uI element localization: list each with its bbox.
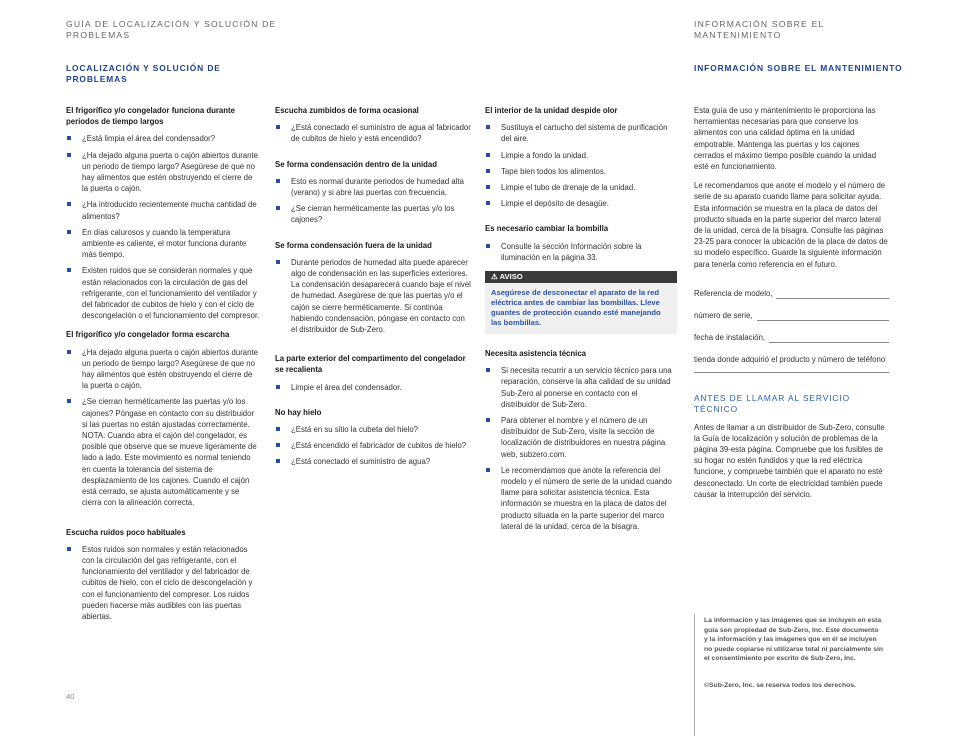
list-item: Existen ruidos que se consideran normales y que están relacionados con la circulación de gas del refrigerante, con el funcionamiento del ventilador y del fabricador de cubitos de hielo y con el ciclo de descongelación o el funcionamiento del compresor.	[66, 265, 260, 321]
list-buzzing	[275, 122, 471, 144]
copyright: ©Sub-Zero, Inc. se reserva todos los derechos.	[704, 682, 856, 689]
bullet-icon	[67, 547, 71, 551]
heading-runs-long: El frigorífico y/o congelador funciona durante periodos de tiempo largos	[66, 106, 235, 127]
before-calling-title: ANTES DE LLAMAR AL SERVICIO TÉCNICO	[694, 392, 851, 414]
list-item: Limpie el tubo de drenaje de la unidad.	[485, 182, 677, 193]
list-item: Limpie el área del condensador.	[275, 382, 471, 393]
bullet-icon	[486, 244, 490, 248]
bullet-icon	[276, 443, 280, 447]
list-runs-long	[66, 133, 260, 321]
list-bulb	[485, 241, 677, 263]
divider	[694, 614, 695, 736]
bullet-icon	[486, 201, 490, 205]
list-item: Estos ruidos son normales y están relacionados con la circulación del gas refrigerante, con el funcionamiento del ventilador y del fabricador de cubitos de hielo, con el ciclo de descongelación y con el funcionamiento del compresor. Los ruidos pueden hacerse más audibles con las puertas abiertas.	[66, 544, 260, 622]
warning-label: ⚠ AVISO	[485, 271, 677, 283]
bullet-icon	[276, 385, 280, 389]
list-item: ¿Ha dejado alguna puerta o cajón abiertos durante un periodo de tiempo largo? Asegúrese de que no hay alimentos que estén obstruyendo el cierre de la puerta o cajón.	[66, 150, 260, 195]
list-no-ice	[275, 424, 471, 468]
list-freezer-warm	[275, 382, 471, 393]
list-condensation-inside	[275, 176, 471, 226]
maintenance-paragraph-1: Esta guía de uso y mantenimiento le proporciona las herramientas necesarias para que conserve los alimentos con una calidad óptima en la unidad empotrable. Mantenga las puertas y los cajones cerrados el máximo tiempo posible cuando la unidad esté en funcionamiento.	[694, 106, 877, 172]
list-item: Consulte la sección Información sobre la iluminación en la página 33.	[485, 241, 677, 263]
bullet-icon	[67, 399, 71, 403]
model-reference-field: Referencia de modelo,	[694, 288, 889, 299]
bullet-icon	[486, 185, 490, 189]
install-date-field: fecha de instalación,	[694, 332, 889, 343]
list-item: ¿Ha dejado alguna puerta o cajón abiertos durante un periodo de tiempo largo? Asegúrese de que no hay alimentos que estén obstruyendo el cierre de la puerta o cajón.	[66, 347, 260, 392]
bullet-icon	[486, 468, 490, 472]
page-number: 40	[66, 692, 75, 701]
store-phone-field: tienda donde adquirió el producto y número de teléfono	[694, 354, 889, 372]
list-item: Esto es normal durante periodos de humedad alta (verano) y si abre las puertas con frecuencia.	[275, 176, 471, 198]
heading-odor: El interior de la unidad despide olor	[485, 106, 618, 115]
bullet-icon	[276, 125, 280, 129]
list-item: Limpie el depósito de desagüe.	[485, 198, 677, 209]
heading-technical-assistance: Necesita asistencia técnica	[485, 349, 586, 359]
list-item: ¿Está encendido el fabricador de cubitos de hielo?	[275, 440, 471, 451]
heading-no-ice: No hay hielo	[275, 407, 322, 417]
bullet-icon	[486, 368, 490, 372]
running-header-left: GUÍA DE LOCALIZACIÓN Y SOLUCIÓN DE PROBLEMAS	[66, 19, 277, 40]
list-item: ¿Ha introducido recientemente mucha cantidad de alimentos?	[66, 199, 260, 221]
bullet-icon	[486, 153, 490, 157]
section-title: LOCALIZACIÓN Y SOLUCIÓN DE PROBLEMAS	[66, 63, 221, 84]
bullet-icon	[67, 202, 71, 206]
list-item: ¿Está en su sitio la cubeta del hielo?	[275, 424, 471, 435]
bullet-icon	[486, 125, 490, 129]
bullet-icon	[67, 136, 71, 140]
list-frost	[66, 347, 260, 509]
list-item: Limpie a fondo la unidad.	[485, 150, 677, 161]
list-item: Si necesita recurrir a un servicio técnico para una reparación, conserve la alta calidad de su unidad Sub-Zero al ponerse en contacto con el distribuidor de Sub-Zero.	[485, 365, 677, 410]
list-item: Le recomendamos que anote la referencia del modelo y el número de serie de la unidad cuando llame para solicitar asistencia técnica. Esta información se muestra en la placa de datos del producto situada en la parte superior del marco lateral de la unidad, cerca de la bisagra.	[485, 465, 677, 532]
list-item: Para obtener el nombre y el número de un distribuidor de Sub-Zero, visite la sección de localización de distribuidores en nuestra página web, subzero.com.	[485, 415, 677, 460]
column-4	[694, 105, 889, 508]
legal-notice: La información y las imágenes que se incluyen en esta guía son propiedad de Sub-Zero, Inc. Este documento y la información y las imágenes que en él se incluyen no puede copiarse ni utilizarse total ni parcialmente sin el consentimiento por escrito de Sub-Zero, Inc.	[704, 617, 884, 662]
bullet-icon	[67, 153, 71, 157]
heading-bulb: Es necesario cambiar la bombilla	[485, 224, 609, 234]
bullet-icon	[276, 179, 280, 183]
list-item: Sustituya el cartucho del sistema de purificación del aire.	[485, 122, 677, 144]
maintenance-title: INFORMACIÓN SOBRE EL MANTENIMIENTO	[694, 63, 903, 73]
heading-unusual-noise: Escucha ruidos poco habituales	[66, 527, 186, 537]
heading-frost: El frigorífico y/o congelador forma escarcha	[66, 330, 230, 340]
bullet-icon	[67, 350, 71, 354]
column-1	[66, 105, 260, 630]
column-3	[485, 105, 677, 540]
list-item: Durante periodos de humedad alta puede aparecer algo de condensación en las superficies exteriores. La condensación desaparecerá cuando baje el nivel de humedad. Asegúrese de que las puertas y/o el cajón se cierre herméticamente. Si continúa habiendo condensación, póngase en contacto con el distribuidor de Sub-Zero.	[275, 257, 471, 335]
bullet-icon	[276, 206, 280, 210]
list-item: Tape bien todos los alimentos.	[485, 166, 677, 177]
list-item: ¿Está conectado el suministro de agua?	[275, 456, 471, 467]
heading-freezer-warm: La parte exterior del compartimento del congelador se recalienta	[275, 354, 466, 375]
list-technical-assistance	[485, 365, 677, 532]
list-condensation-outside	[275, 257, 471, 335]
bullet-icon	[276, 260, 280, 264]
warning-box	[485, 271, 677, 334]
serial-number-field: número de serie,	[694, 310, 889, 321]
list-item: En días calurosos y cuando la temperatura ambiente es caliente, el motor funciona durante más tiempo.	[66, 227, 260, 261]
list-item: ¿Está limpia el área del condensador?	[66, 133, 260, 144]
running-header-right: INFORMACIÓN SOBRE EL MANTENIMIENTO	[694, 19, 825, 40]
list-unusual-noise	[66, 544, 260, 622]
bullet-icon	[276, 427, 280, 431]
bullet-icon	[276, 459, 280, 463]
list-item: ¿Se cierran herméticamente las puertas y/o los cajones?	[275, 203, 471, 225]
heading-buzzing: Escucha zumbidos de forma ocasional	[275, 106, 419, 115]
column-2	[275, 105, 471, 476]
list-odor	[485, 122, 677, 209]
list-item: ¿Se cierran herméticamente las puertas y/o los cajones? Póngase en contacto con su distribuidor si las puertas no están ajustadas correctamente. NOTA: Cuando abra el cajón del congelador, es posible que observe que se mueve ligeramente de lado a lado. Este movimiento es normal teniendo en cuenta la tolerancia del sistema de desplazamiento de los cajones. Cuando el cajón está cerrado, se ajusta automáticamente y se cierra con la alineación correcta.	[66, 396, 260, 508]
before-calling-paragraph: Antes de llamar a un distribuidor de Sub-Zero, consulte la Guía de localización y solución de problemas de la página 39-esta página. Compruebe que los fusibles de su hogar no estén fundidos y que la red eléctrica funcione, y compruebe también que el aparato no esté desconectado. Un corte de electricidad también puede causar la interrupción del servicio.	[694, 422, 885, 499]
bullet-icon	[486, 169, 490, 173]
list-item: ¿Está conectado el suministro de agua al fabricador de cubitos de hielo y está encendido?	[275, 122, 471, 144]
bullet-icon	[67, 230, 71, 234]
bullet-icon	[486, 418, 490, 422]
maintenance-paragraph-2: Le recomendamos que anote el modelo y el número de serie de su aparato cuando llame para solicitar ayuda. Esta información se muestra en la placa de datos del producto situada en la parte superior del marco lateral de la unidad, cerca de la bisagra. Consulte las páginas 23-25 para conocer la ubicación de la placa de datos de su modelo específico. Guarde la siguiente información para tenerla como referencia en el futuro.	[694, 181, 888, 269]
heading-condensation-outside: Se forma condensación fuera de la unidad	[275, 240, 432, 250]
bullet-icon	[67, 268, 71, 272]
heading-condensation-inside: Se forma condensación dentro de la unidad	[275, 159, 438, 169]
warning-text: Asegúrese de desconectar el aparato de la red eléctrica antes de cambiar las bombillas. Lleve guantes de protección cuando esté manejando las bombillas.	[485, 283, 677, 334]
